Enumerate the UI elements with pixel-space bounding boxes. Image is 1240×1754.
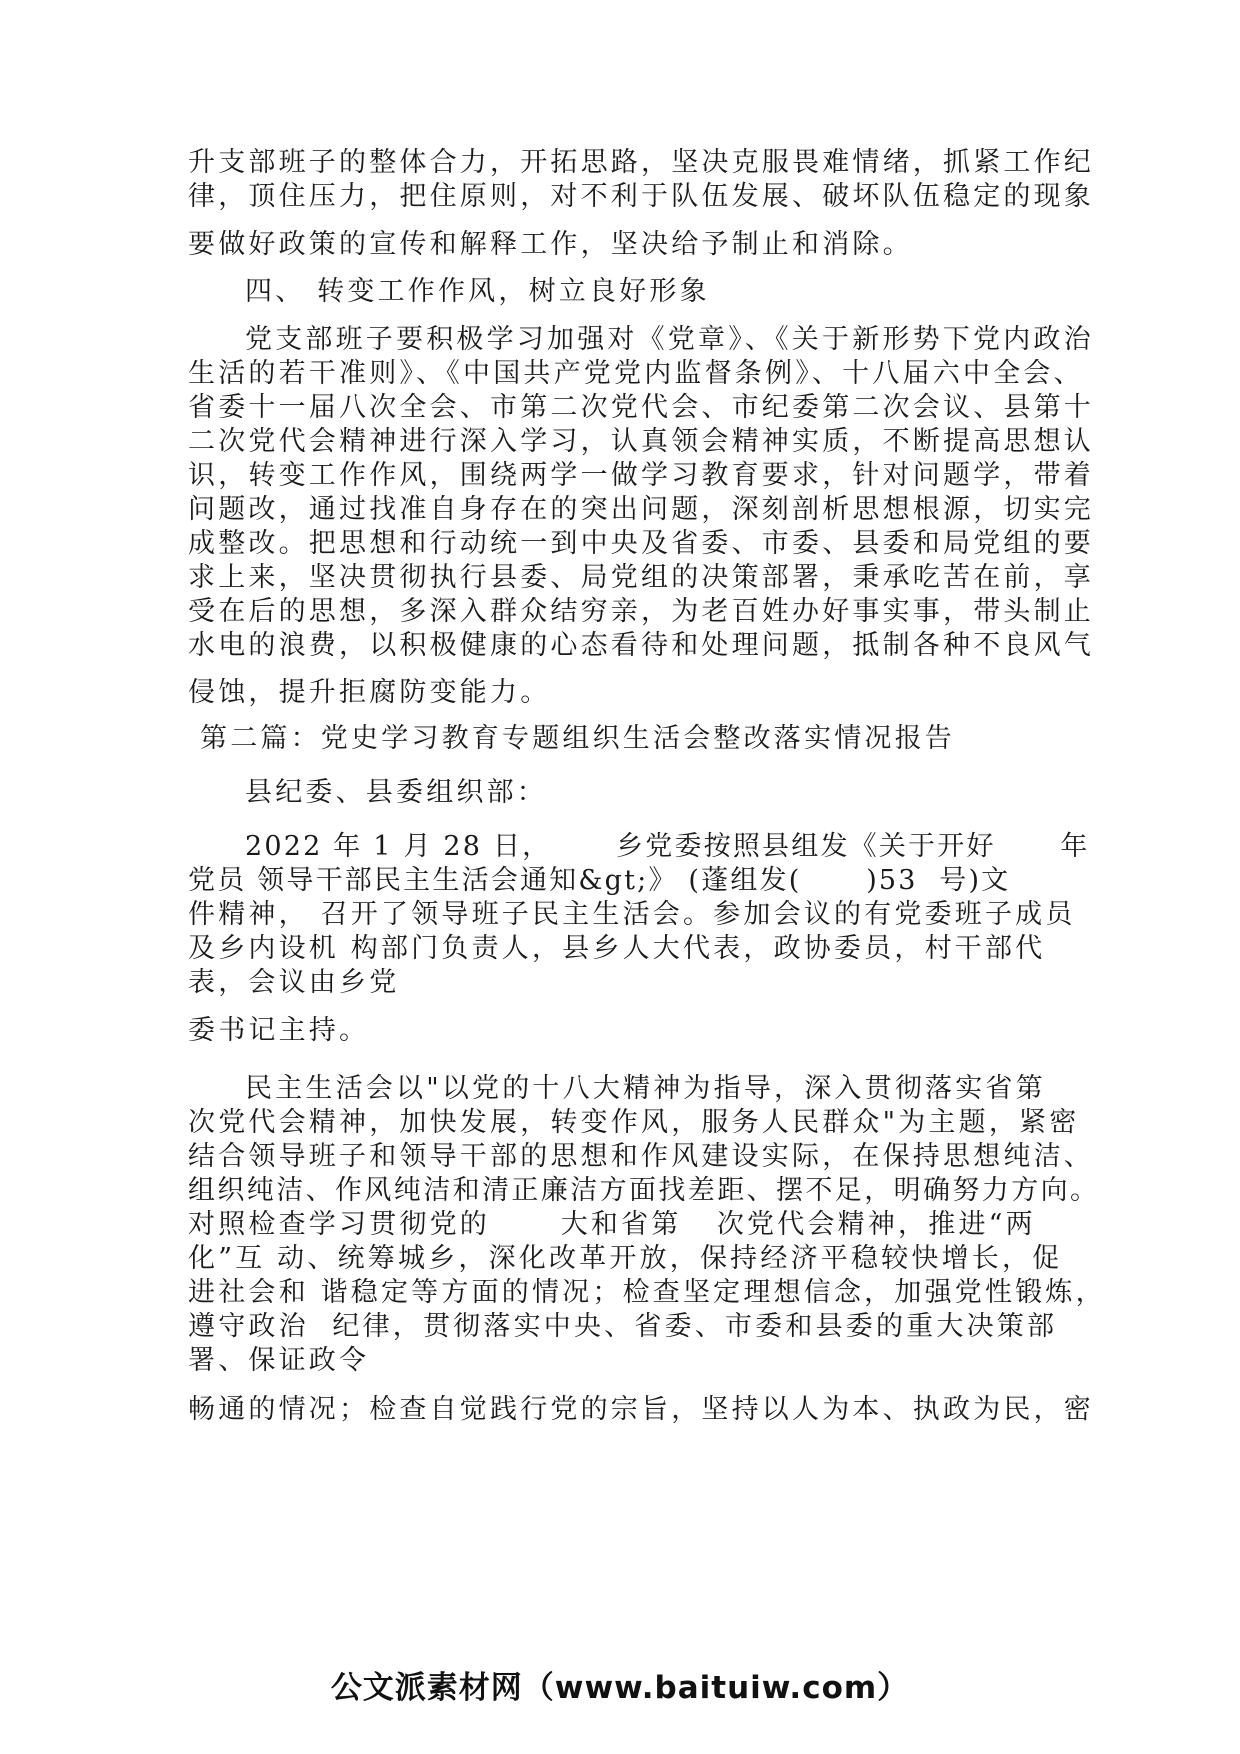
body-paragraph-line: 求上来，坚决贯彻执行县委、局党组的决策部署，秉承吃苦在前，享 bbox=[188, 562, 1094, 593]
body-paragraph-line: 生活的若干准则》、《中国共产党党内监督条例》、十八届六中全会、 bbox=[188, 358, 1084, 389]
footer-watermark: 公文派素材网（www.baituiw.com） bbox=[330, 1670, 910, 1706]
body-paragraph-line: 畅通的情况；检查自觉践行党的宗旨，坚持以人为本、执政为民，密 bbox=[188, 1394, 1094, 1425]
body-paragraph-line: 对照检查学习贯彻党的 大和省第 次党代会精神，推进“两 bbox=[188, 1209, 1036, 1240]
body-paragraph-line: 律，顶住压力，把住原则，对不利于队伍发展、破坏队伍稳定的现象 bbox=[188, 181, 1094, 212]
body-paragraph-line: 党员 领导干部民主生活会通知&gt;》 (蓬组发( )53 号)文 bbox=[188, 865, 1011, 896]
body-paragraph-line: 委书记主持。 bbox=[188, 1015, 370, 1046]
body-paragraph-line: 水电的浪费，以积极健康的心态看待和处理问题，抵制各种不良风气 bbox=[188, 630, 1094, 661]
body-paragraph-line: 二次党代会精神进行深入学习，认真领会精神实质，不断提高思想认 bbox=[188, 426, 1094, 457]
body-paragraph-line: 组织纯洁、作风纯洁和清正廉洁方面找差距、摆不足，明确努力方向。 bbox=[188, 1175, 1100, 1206]
body-paragraph-line: 件精神， 召开了领导班子民主生活会。参加会议的有党委班子成员 bbox=[188, 899, 1076, 930]
body-paragraph-line: 署、保证政令 bbox=[188, 1345, 370, 1376]
body-paragraph-line: 2022 年 1 月 28 日， 乡党委按照县组发《关于开好 年 bbox=[245, 831, 1090, 862]
body-paragraph-line: 结合领导班子和领导干部的思想和作风建设实际，在保持思想纯洁、 bbox=[188, 1141, 1094, 1172]
body-paragraph-line: 及乡内设机 构部门负责人，县乡人大代表，政协委员，村干部代 bbox=[188, 933, 1046, 964]
body-paragraph-line: 表，会议由乡党 bbox=[188, 967, 400, 998]
body-paragraph-line: 省委十一届八次全会、市第二次党代会、市纪委第二次会议、县第十 bbox=[188, 392, 1094, 423]
section-heading: 四、 转变工作作风，树立良好形象 bbox=[245, 276, 710, 307]
body-paragraph-line: 次党代会精神，加快发展，转变作风，服务人民群众"为主题，紧密 bbox=[188, 1107, 1080, 1138]
body-paragraph-line: 成整改。把思想和行动统一到中央及省委、市委、县委和局党组的要 bbox=[188, 528, 1094, 559]
body-paragraph-line: 要做好政策的宣传和解释工作，坚决给予制止和消除。 bbox=[188, 229, 913, 260]
addressee-line: 县纪委、县委组织部： bbox=[245, 777, 547, 808]
article-title: 第二篇：党史学习教育专题组织生活会整改落实情况报告 bbox=[200, 723, 955, 754]
body-paragraph-line: 侵蚀，提升拒腐防变能力。 bbox=[188, 677, 551, 708]
body-paragraph-line: 进社会和 谐稳定等方面的情况；检查坚定理想信念，加强党性锻炼， bbox=[188, 1277, 1106, 1308]
body-paragraph-line: 识，转变工作作风，围绕两学一做学习教育要求，针对问题学，带着 bbox=[188, 460, 1094, 491]
body-paragraph-line: 受在后的思想，多深入群众结穷亲，为老百姓办好事实事，带头制止 bbox=[188, 596, 1094, 627]
body-paragraph-line: 升支部班子的整体合力，开拓思路，坚决克服畏难情绪，抓紧工作纪 bbox=[188, 147, 1094, 178]
body-paragraph-line: 民主生活会以"以党的十八大精神为指导，深入贯彻落实省第 bbox=[245, 1073, 1046, 1104]
body-paragraph-line: 化”互 动、统筹城乡，深化改革开放，保持经济平稳较快增长，促 bbox=[188, 1243, 1063, 1274]
body-paragraph-line: 问题改，通过找准自身存在的突出问题，深刻剖析思想根源，切实完 bbox=[188, 494, 1094, 525]
body-paragraph-line: 党支部班子要积极学习加强对《党章》、《关于新形势下党内政治 bbox=[245, 324, 1094, 355]
body-paragraph-line: 遵守政治 纪律，贯彻落实中央、省委、市委和县委的重大决策部 bbox=[188, 1311, 1058, 1342]
